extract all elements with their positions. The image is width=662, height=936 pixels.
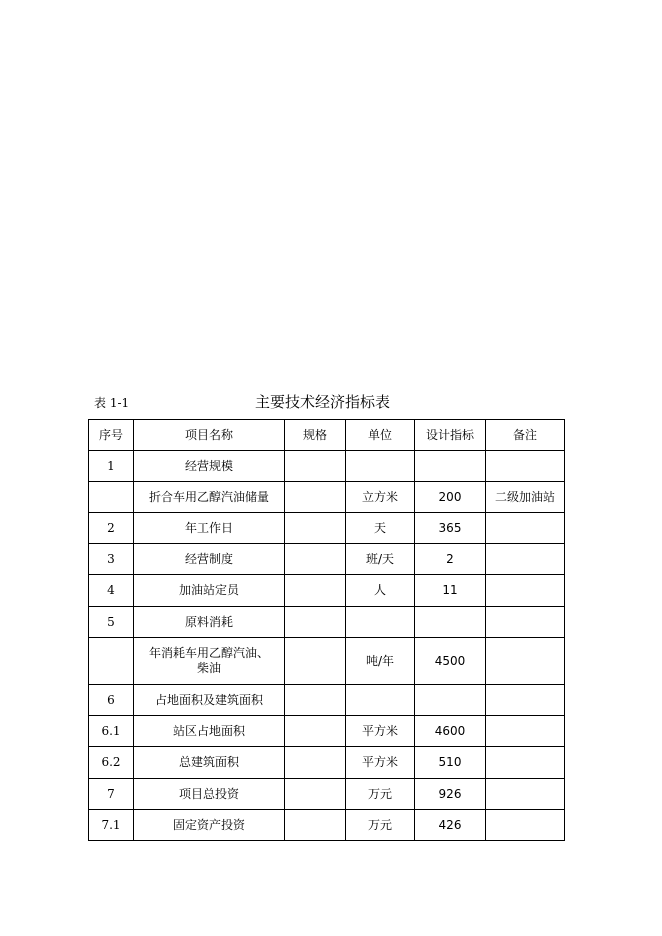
cell-unit — [346, 607, 415, 638]
cell-unit: 班/天 — [346, 544, 415, 575]
cell-remark — [486, 716, 565, 747]
cell-remark — [486, 575, 565, 607]
cell-name: 原料消耗 — [134, 607, 285, 638]
cell-spec — [285, 575, 346, 607]
cell-no: 6.2 — [89, 747, 134, 779]
cell-remark — [486, 607, 565, 638]
cell-remark — [486, 451, 565, 482]
header-cell: 项目名称 — [134, 420, 285, 451]
table-row — [89, 607, 565, 638]
cell-remark: 二级加油站 — [486, 482, 565, 513]
cell-unit: 天 — [346, 513, 415, 544]
table-row — [89, 575, 565, 607]
cell-spec — [285, 451, 346, 482]
cell-remark — [486, 810, 565, 841]
cell-spec — [285, 607, 346, 638]
table-row — [89, 482, 565, 513]
cell-value: 4500 — [415, 638, 486, 685]
cell-no: 7.1 — [89, 810, 134, 841]
cell-name-line: 年消耗车用乙醇汽油、 — [148, 646, 269, 660]
cell-value — [415, 451, 486, 482]
cell-name: 年工作日 — [134, 513, 285, 544]
cell-name: 经营规模 — [134, 451, 285, 482]
table-row — [89, 638, 565, 685]
table-row — [89, 779, 565, 810]
header-cell: 单位 — [346, 420, 415, 451]
cell-no: 7 — [89, 779, 134, 810]
cell-name: 折合车用乙醇汽油储量 — [134, 482, 285, 513]
header-cell: 序号 — [89, 420, 134, 451]
cell-unit: 平方米 — [346, 716, 415, 747]
cell-value: 11 — [415, 575, 486, 607]
cell-no: 3 — [89, 544, 134, 575]
cell-spec — [285, 482, 346, 513]
cell-remark — [486, 747, 565, 779]
table-number: 表 1-1 — [94, 396, 130, 410]
cell-unit: 立方米 — [346, 482, 415, 513]
table-title: 主要技术经济指标表 — [255, 393, 391, 411]
cell-name-line: 柴油 — [196, 661, 221, 675]
cell-unit: 人 — [346, 575, 415, 607]
cell-value: 4600 — [415, 716, 486, 747]
header-cell: 设计指标 — [415, 420, 486, 451]
cell-value — [415, 607, 486, 638]
cell-value: 365 — [415, 513, 486, 544]
cell-spec — [285, 747, 346, 779]
cell-value: 510 — [415, 747, 486, 779]
cell-name: 经营制度 — [134, 544, 285, 575]
cell-remark — [486, 544, 565, 575]
cell-value: 2 — [415, 544, 486, 575]
cell-spec — [285, 544, 346, 575]
cell-value: 926 — [415, 779, 486, 810]
table-row — [89, 810, 565, 841]
cell-no: 6 — [89, 685, 134, 716]
cell-spec — [285, 638, 346, 685]
cell-spec — [285, 716, 346, 747]
header-row — [89, 420, 565, 451]
cell-no: 2 — [89, 513, 134, 544]
cell-name — [134, 638, 285, 685]
table-row — [89, 451, 565, 482]
cell-name: 总建筑面积 — [134, 747, 285, 779]
cell-unit: 平方米 — [346, 747, 415, 779]
cell-spec — [285, 685, 346, 716]
cell-remark — [486, 685, 565, 716]
indicator-table — [88, 419, 565, 841]
cell-unit — [346, 685, 415, 716]
cell-spec — [285, 810, 346, 841]
cell-unit — [346, 451, 415, 482]
cell-value — [415, 685, 486, 716]
cell-spec — [285, 779, 346, 810]
cell-no — [89, 482, 134, 513]
cell-no: 5 — [89, 607, 134, 638]
cell-unit: 万元 — [346, 810, 415, 841]
table-row — [89, 544, 565, 575]
cell-value: 426 — [415, 810, 486, 841]
cell-unit: 万元 — [346, 779, 415, 810]
table-row — [89, 716, 565, 747]
table-row — [89, 685, 565, 716]
cell-name: 项目总投资 — [134, 779, 285, 810]
cell-no: 4 — [89, 575, 134, 607]
header-cell: 备注 — [486, 420, 565, 451]
cell-unit: 吨/年 — [346, 638, 415, 685]
cell-spec — [285, 513, 346, 544]
cell-remark — [486, 513, 565, 544]
table-row — [89, 747, 565, 779]
cell-name: 站区占地面积 — [134, 716, 285, 747]
cell-no: 6.1 — [89, 716, 134, 747]
cell-name: 固定资产投资 — [134, 810, 285, 841]
cell-name: 占地面积及建筑面积 — [134, 685, 285, 716]
table-row — [89, 513, 565, 544]
cell-remark — [486, 638, 565, 685]
header-cell: 规格 — [285, 420, 346, 451]
cell-remark — [486, 779, 565, 810]
cell-name: 加油站定员 — [134, 575, 285, 607]
cell-no — [89, 638, 134, 685]
cell-value: 200 — [415, 482, 486, 513]
cell-no: 1 — [89, 451, 134, 482]
